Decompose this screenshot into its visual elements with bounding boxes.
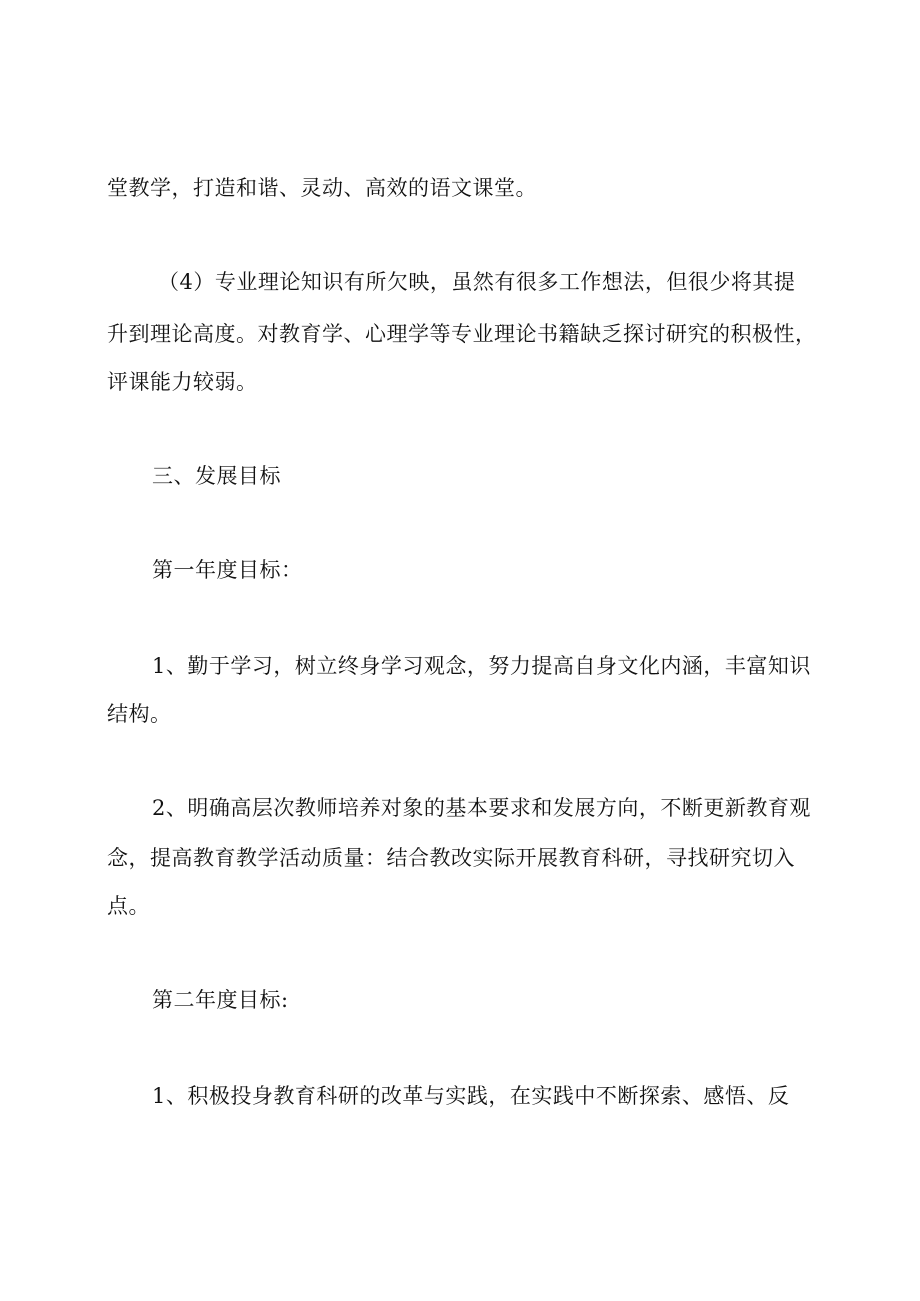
year-2-goals-heading: 第二年度目标: — [152, 988, 289, 1012]
section-heading-development-goals: 三、发展目标 — [152, 464, 281, 488]
year-2-item-1-line-1: 1、积极投身教育科研的改革与实践，在实践中不断探索、感悟、反 — [152, 1084, 790, 1108]
year-1-item-2-line-2: 念，提高教育教学活动质量：结合教改实际开展教育科研，寻找研究切入 — [107, 846, 795, 870]
year-1-goals-heading: 第一年度目标： — [152, 558, 303, 582]
paragraph-4-line-3: 评课能力较弱。 — [107, 370, 258, 394]
year-1-item-1-line-2: 结构。 — [107, 702, 172, 726]
year-1-item-1-line-1: 1、勤于学习，树立终身学习观念，努力提高自身文化内涵，丰富知识 — [152, 654, 811, 678]
year-1-item-2-line-3: 点。 — [107, 894, 150, 918]
year-1-item-2-line-1: 2、明确高层次教师培养对象的基本要求和发展方向，不断更新教育观 — [152, 796, 811, 820]
paragraph-4-line-1: （4）专业理论知识有所欠映，虽然有很多工作想法，但很少将其提 — [158, 270, 796, 294]
paragraph-4-line-2: 升到理论高度。对教育学、心理学等专业理论书籍缺乏探讨研究的积极性， — [107, 322, 817, 346]
paragraph-continuation-line-1: 堂教学，打造和谐、灵动、高效的语文课堂。 — [107, 176, 537, 200]
